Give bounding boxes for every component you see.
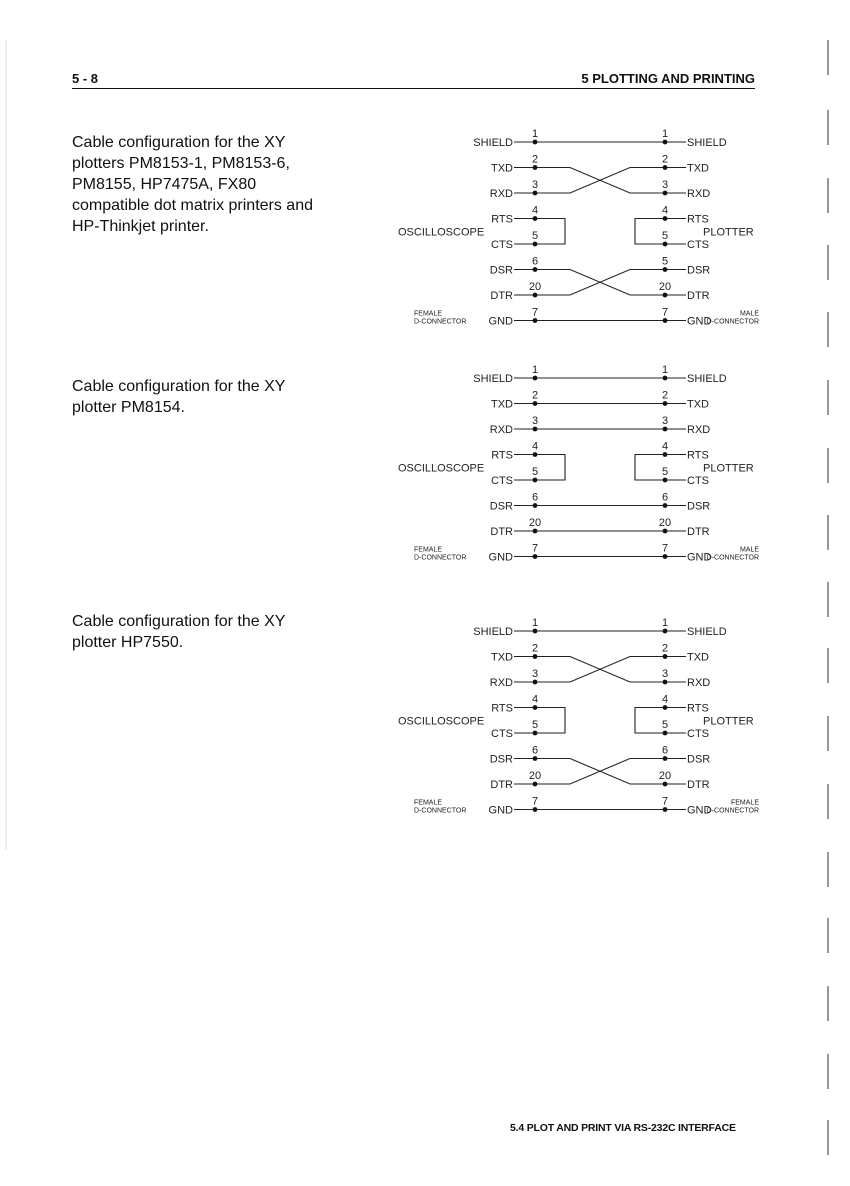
right-device-label: PLOTTER bbox=[703, 715, 754, 728]
right-signal-name: TXD bbox=[687, 162, 709, 175]
right-pin-number: 2 bbox=[661, 153, 669, 166]
right-signal-name: TXD bbox=[687, 651, 709, 664]
left-device-label: OSCILLOSCOPE bbox=[398, 715, 485, 728]
right-pin-number: 7 bbox=[661, 542, 669, 555]
right-signal-name: RTS bbox=[687, 449, 709, 462]
caption-config-1: Cable configuration for the XY plotters PM8153-1, PM8153-6, PM8155, HP7475A, FX80 compatible dot matrix printers and HP-Thinkjet printer. bbox=[72, 134, 313, 235]
left-pin-number: 20 bbox=[528, 517, 542, 529]
left-connector-gender: FEMALE bbox=[414, 546, 443, 554]
left-signal-name: TXD bbox=[491, 398, 513, 411]
right-device-label: PLOTTER bbox=[703, 226, 754, 239]
left-pin-number: 4 bbox=[531, 440, 539, 453]
right-pin-number: 4 bbox=[661, 204, 669, 217]
right-signal-name: DTR bbox=[687, 526, 710, 538]
left-signal-name: RXD bbox=[489, 188, 513, 200]
right-signal-name: DTR bbox=[687, 779, 710, 791]
left-pin-number: 7 bbox=[531, 306, 539, 319]
left-device-label: OSCILLOSCOPE bbox=[398, 226, 485, 239]
right-pin-number: 6 bbox=[661, 744, 669, 757]
right-pin-number: 20 bbox=[658, 517, 672, 529]
left-connector-type: D-CONNECTOR bbox=[414, 318, 467, 326]
left-signal-name: SHIELD bbox=[473, 373, 513, 385]
right-connector-gender: MALE bbox=[739, 310, 759, 318]
caption-config-2: Cable configuration for the XY plotter PM8154. bbox=[72, 378, 286, 416]
left-signal-name: SHIELD bbox=[473, 137, 513, 149]
right-connector-type: D-CONNECTOR bbox=[706, 318, 759, 326]
right-pin-number: 5 bbox=[661, 719, 669, 731]
left-pin-number: 20 bbox=[528, 281, 542, 293]
section-footer: 5.4 PLOT AND PRINT VIA RS-232C INTERFACE bbox=[510, 1122, 736, 1134]
right-signal-name: TXD bbox=[687, 398, 709, 411]
right-pin-number: 1 bbox=[661, 364, 669, 376]
left-signal-name: GND bbox=[488, 804, 513, 817]
right-connector-type: D-CONNECTOR bbox=[706, 554, 759, 562]
right-pin-number: 3 bbox=[661, 415, 669, 427]
left-pin-number: 2 bbox=[531, 389, 539, 402]
left-pin-number: 5 bbox=[531, 719, 539, 731]
right-device-label: PLOTTER bbox=[703, 462, 754, 475]
left-pin-number: 1 bbox=[531, 364, 539, 376]
right-signal-name: DSR bbox=[687, 264, 711, 277]
left-pin-number: 7 bbox=[531, 542, 539, 555]
left-signal-name: GND bbox=[488, 551, 513, 564]
left-signal-name: CTS bbox=[491, 728, 513, 740]
left-pin-number: 20 bbox=[528, 770, 542, 782]
right-pin-number: 2 bbox=[661, 389, 669, 402]
right-pin-number: 5 bbox=[661, 230, 669, 242]
right-signal-name: RTS bbox=[687, 702, 709, 715]
left-signal-name: DTR bbox=[490, 290, 513, 302]
right-pin-number: 6 bbox=[661, 491, 669, 504]
right-signal-name: DTR bbox=[687, 290, 710, 302]
left-signal-name: TXD bbox=[491, 651, 513, 664]
right-pin-number: 20 bbox=[658, 770, 672, 782]
left-pin-number: 4 bbox=[531, 204, 539, 217]
page-number: 5 - 8 bbox=[72, 71, 99, 86]
left-pin-number: 4 bbox=[531, 693, 539, 706]
left-signal-name: GND bbox=[488, 315, 513, 328]
left-pin-number: 3 bbox=[531, 668, 539, 680]
left-pin-number: 5 bbox=[531, 466, 539, 478]
right-pin-number: 7 bbox=[661, 795, 669, 808]
left-signal-name: TXD bbox=[491, 162, 513, 175]
right-signal-name: GND bbox=[687, 804, 712, 817]
right-signal-name: RXD bbox=[687, 677, 711, 689]
right-signal-name: GND bbox=[687, 315, 712, 328]
left-signal-name: DSR bbox=[489, 264, 513, 277]
right-pin-number: 3 bbox=[661, 179, 669, 191]
right-pin-number: 4 bbox=[661, 440, 669, 453]
left-pin-number: 5 bbox=[531, 230, 539, 242]
left-signal-name: RXD bbox=[489, 424, 513, 436]
right-pin-number: 5 bbox=[661, 466, 669, 478]
right-pin-number: 4 bbox=[661, 693, 669, 706]
right-signal-name: CTS bbox=[687, 728, 709, 740]
right-pin-number: 5 bbox=[661, 255, 669, 268]
right-signal-name: DSR bbox=[687, 753, 711, 766]
left-pin-number: 6 bbox=[531, 744, 539, 757]
right-connector-type: D-CONNECTOR bbox=[706, 807, 759, 815]
left-signal-name: DSR bbox=[489, 753, 513, 766]
left-pin-number: 3 bbox=[531, 415, 539, 427]
left-signal-name: RTS bbox=[491, 702, 513, 715]
left-signal-name: DSR bbox=[489, 500, 513, 513]
right-signal-name: CTS bbox=[687, 475, 709, 487]
right-signal-name: GND bbox=[687, 551, 712, 564]
right-signal-name: SHIELD bbox=[687, 137, 727, 149]
left-connector-gender: FEMALE bbox=[414, 310, 443, 318]
right-pin-number: 2 bbox=[661, 642, 669, 655]
left-device-label: OSCILLOSCOPE bbox=[398, 462, 485, 475]
left-pin-number: 1 bbox=[531, 617, 539, 629]
left-connector-type: D-CONNECTOR bbox=[414, 807, 467, 815]
right-signal-name: SHIELD bbox=[687, 373, 727, 385]
left-signal-name: DTR bbox=[490, 526, 513, 538]
right-signal-name: RTS bbox=[687, 213, 709, 226]
left-connector-type: D-CONNECTOR bbox=[414, 554, 467, 562]
left-pin-number: 2 bbox=[531, 642, 539, 655]
left-pin-number: 1 bbox=[531, 128, 539, 140]
left-signal-name: RTS bbox=[491, 449, 513, 462]
right-pin-number: 3 bbox=[661, 668, 669, 680]
left-signal-name: CTS bbox=[491, 475, 513, 487]
chapter-title: 5 PLOTTING AND PRINTING bbox=[581, 71, 755, 86]
left-signal-name: DTR bbox=[490, 779, 513, 791]
right-pin-number: 7 bbox=[661, 306, 669, 319]
right-signal-name: SHIELD bbox=[687, 626, 727, 638]
right-pin-number: 20 bbox=[658, 281, 672, 293]
right-pin-number: 1 bbox=[661, 128, 669, 140]
left-pin-number: 3 bbox=[531, 179, 539, 191]
caption-config-3: Cable configuration for the XY plotter HP7550. bbox=[72, 613, 286, 651]
left-pin-number: 6 bbox=[531, 491, 539, 504]
right-pin-number: 1 bbox=[661, 617, 669, 629]
right-signal-name: RXD bbox=[687, 188, 711, 200]
left-signal-name: SHIELD bbox=[473, 626, 513, 638]
right-signal-name: CTS bbox=[687, 239, 709, 251]
left-signal-name: RTS bbox=[491, 213, 513, 226]
right-signal-name: RXD bbox=[687, 424, 711, 436]
right-signal-name: DSR bbox=[687, 500, 711, 513]
left-signal-name: RXD bbox=[489, 677, 513, 689]
left-signal-name: CTS bbox=[491, 239, 513, 251]
left-connector-gender: FEMALE bbox=[414, 799, 443, 807]
right-connector-gender: MALE bbox=[739, 546, 759, 554]
right-connector-gender: FEMALE bbox=[730, 799, 759, 807]
left-pin-number: 6 bbox=[531, 255, 539, 268]
left-pin-number: 7 bbox=[531, 795, 539, 808]
left-pin-number: 2 bbox=[531, 153, 539, 166]
